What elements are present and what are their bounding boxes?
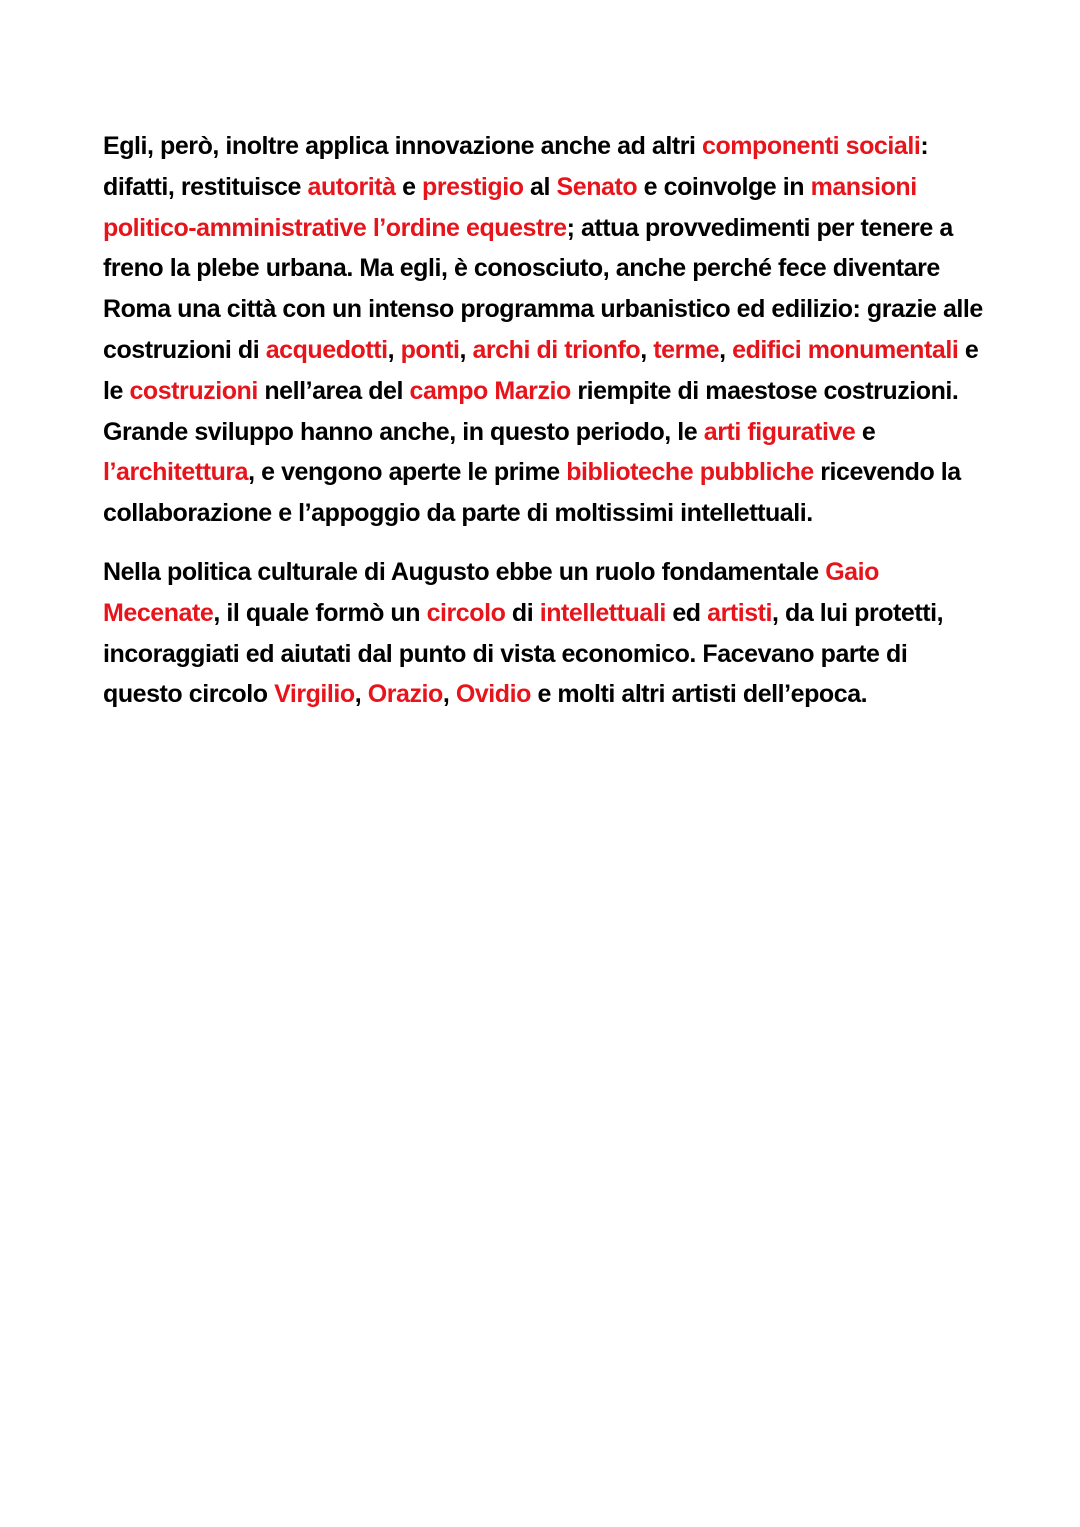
highlighted-term: campo Marzio (409, 376, 571, 405)
body-text-segment: , (459, 335, 473, 364)
body-text-segment: , (640, 335, 654, 364)
body-text-segment: nell’area del (257, 376, 410, 405)
paragraph-augusto-reforms (103, 126, 983, 534)
paragraph-mecenate-circle (103, 552, 983, 715)
highlighted-term: mansioni politico-amministrative l’ordine equestre (103, 172, 917, 242)
body-text-segment: e (855, 417, 876, 446)
body-text-segment: riempite di maestose costruzioni. Grande sviluppo hanno anche, in questo periodo, le (103, 376, 959, 446)
highlighted-term: costruzioni (129, 376, 258, 405)
highlighted-term: edifici monumentali (732, 335, 959, 364)
body-text-segment: , (387, 335, 401, 364)
highlighted-term: biblioteche pubbliche (566, 458, 814, 487)
highlighted-term: Virgilio (274, 680, 355, 709)
body-text-segment: ed (665, 598, 708, 627)
highlighted-term: Gaio Mecenate (103, 557, 879, 627)
highlighted-term: Orazio (367, 680, 443, 709)
body-text-segment: Egli, però, inoltre applica innovazione anche ad altri (103, 132, 702, 160)
body-text-segment: ; attua provvedimenti per tenere a freno la plebe urbana. Ma egli, è conosciuto, anche perché fece diventare Roma una città con un intenso programma urbanistico ed edilizio: grazie alle costruzioni di (103, 213, 983, 364)
highlighted-term: autorità (307, 172, 396, 201)
body-text-segment: Nella politica culturale di Augusto ebbe un ruolo fondamentale (103, 557, 826, 586)
highlighted-term: acquedotti (265, 335, 388, 364)
highlighted-term: archi di trionfo (472, 335, 641, 364)
highlighted-term: Senato (556, 172, 638, 201)
body-text-segment: , da lui protetti, incoraggiati ed aiutati dal punto di vista economico. Facevano parte di questo circolo (103, 598, 944, 709)
highlighted-term: ponti (400, 335, 460, 364)
body-text-segment: : difatti, restituisce (103, 132, 929, 201)
body-text-segment: , e vengono aperte le prime (248, 458, 567, 487)
highlighted-term: terme (653, 335, 720, 364)
body-text-segment: , il quale formò un (213, 598, 427, 627)
body-text-segment: e coinvolge in (637, 172, 811, 201)
body-text-segment: e (395, 172, 423, 201)
highlighted-term: Ovidio (455, 680, 531, 709)
body-text-segment: di (505, 598, 540, 627)
body-text-segment: al (523, 172, 557, 201)
highlighted-term: intellettuali (539, 598, 666, 627)
body-text-segment: , (719, 335, 733, 364)
highlighted-term: prestigio (422, 172, 524, 201)
body-text-segment: , (354, 680, 368, 709)
body-text-segment: e molti altri artisti dell’epoca. (530, 680, 868, 709)
highlighted-term: componenti sociali (702, 132, 921, 160)
highlighted-term: artisti (707, 598, 773, 627)
body-text-segment: e le (103, 335, 979, 405)
highlighted-term: arti figurative (703, 417, 856, 446)
document-page (103, 126, 983, 715)
body-text-segment: ricevendo la collaborazione e l’appoggio da parte di moltissimi intellettuali. (103, 458, 961, 528)
highlighted-term: l’architettura (103, 458, 249, 487)
body-text-segment: , (442, 680, 456, 709)
highlighted-term: circolo (426, 598, 506, 627)
